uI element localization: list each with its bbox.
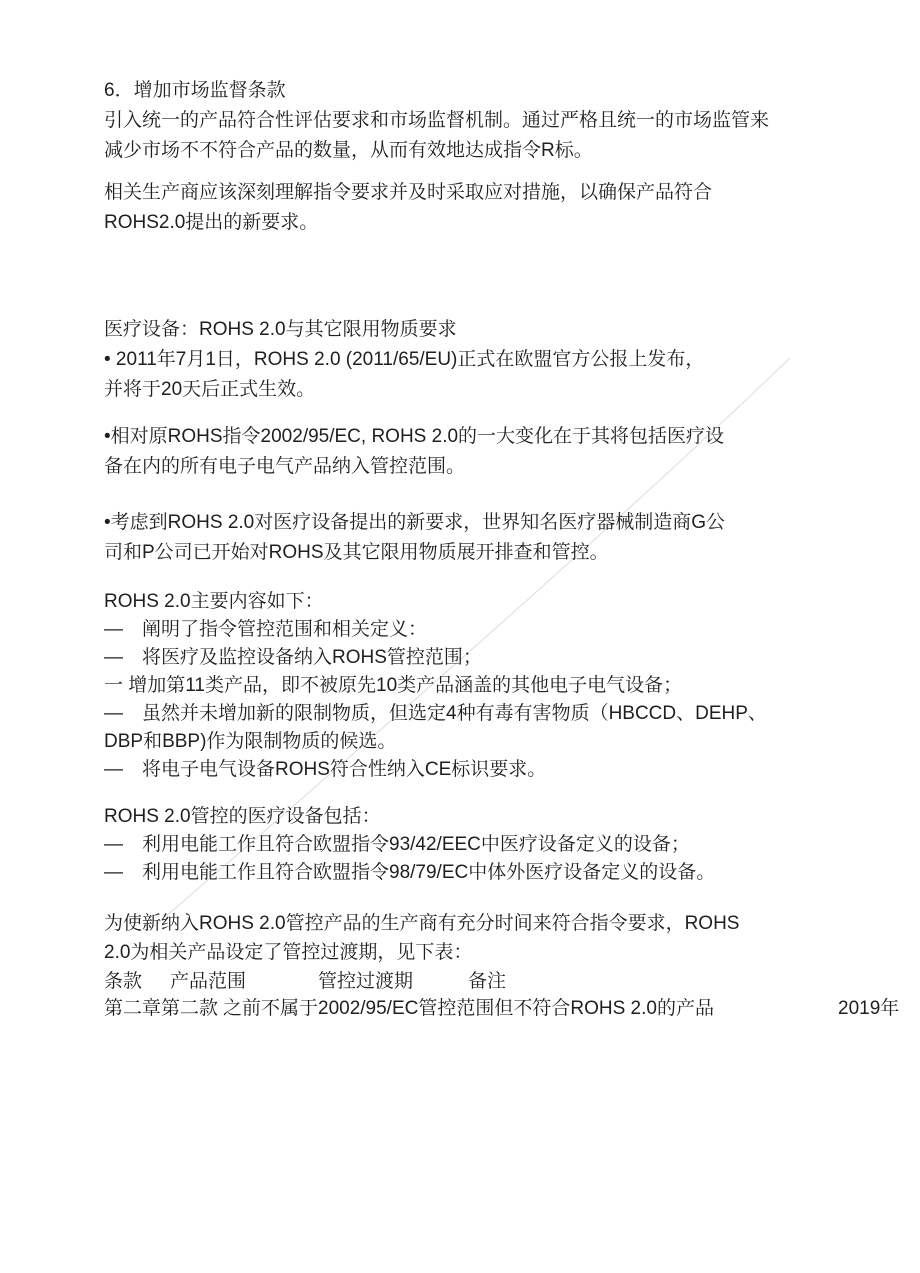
table-header-transition-period: 管控过渡期 [318,971,414,992]
table-header-notes: 备注 [468,971,507,992]
paragraph-medical-devices-heading [104,315,900,405]
table-header-product-scope: 产品范围 [170,971,247,992]
text-line: 备在内的所有电子电气产品纳入管控范围。 [104,456,466,477]
list-item: — 将电子电气设备ROHS符合性纳入CE标识要求。 [104,759,547,780]
text-line: 司和P公司已开始对ROHS及其它限用物质展开排查和管控。 [104,542,609,563]
text-line: 引入统一的产品符合性评估要求和市场监督机制。通过严格且统一的市场监管来 [104,110,770,131]
paragraph-producers [104,178,900,238]
heading-text: 6．增加市场监督条款 [104,80,286,101]
bullet-line: •相对原ROHS指令2002/95/EC, ROHS 2.0的一大变化在于其将包括医疗设 [104,426,725,447]
paragraph-bullet-scope-change [104,422,900,482]
paragraph-bullet-manufacturers [104,508,900,568]
paragraph-transition-period [104,909,900,967]
list-item: 一 增加第11类产品，即不被原先10类产品涵盖的其他电子电气设备； [104,675,683,696]
bullet-line: •考虑到ROHS 2.0对医疗设备提出的新要求，世界知名医疗器械制造商G公 [104,512,726,533]
section-heading [104,76,900,106]
list-item: — 利用电能工作且符合欧盟指令93/42/EEC中医疗设备定义的设备； [104,834,690,855]
bullet-line: • 2011年7月1日，ROHS 2.0 (2011/65/EU)正式在欧盟官方公报上发布， [104,349,705,370]
list-item: — 利用电能工作且符合欧盟指令98/79/EC中体外医疗设备定义的设备。 [104,862,716,883]
text-line: 减少市场不不符合产品的数量，从而有效地达成指令R标。 [104,140,593,161]
list-heading-text: ROHS 2.0管控的医疗设备包括： [104,806,381,827]
table-header-clause: 条款 [104,971,143,992]
list-item: — 将医疗及监控设备纳入ROHS管控范围； [104,647,482,668]
text-line: 相关生产商应该深刻理解指令要求并及时采取应对措施，以确保产品符合 [104,182,713,203]
subsection-heading-text: 医疗设备：ROHS 2.0与其它限用物质要求 [104,319,457,340]
table-cell-transition-period: 2019年 [838,998,900,1019]
table-cell-clause: 第二章第二款 [104,998,219,1019]
list-item: — 虽然并未增加新的限制物质，但选定4种有毒有害物质（HBCCD、DEHP、 [104,703,767,724]
table-cell-product-scope: 之前不属于2002/95/EC管控范围但不符合ROHS 2.0的产品 [223,998,714,1019]
text-line: 2.0为相关产品设定了管控过渡期，见下表： [104,942,473,963]
list-item: — 阐明了指令管控范围和相关定义： [104,619,428,640]
table-header-row [0,967,920,996]
text-line: 为使新纳入ROHS 2.0管控产品的生产商有充分时间来符合指令要求，ROHS [104,913,740,934]
table-data-row [0,994,920,1023]
list-item-continuation: DBP和BBP)作为限制物质的候选。 [104,731,397,752]
list-heading-text: ROHS 2.0主要内容如下： [104,591,324,612]
list-controlled-devices [104,803,900,887]
paragraph-market-supervision [104,106,900,166]
text-line: ROHS2.0提出的新要求。 [104,212,319,233]
list-main-contents [104,588,900,784]
text-line: 并将于20天后正式生效。 [104,379,316,400]
